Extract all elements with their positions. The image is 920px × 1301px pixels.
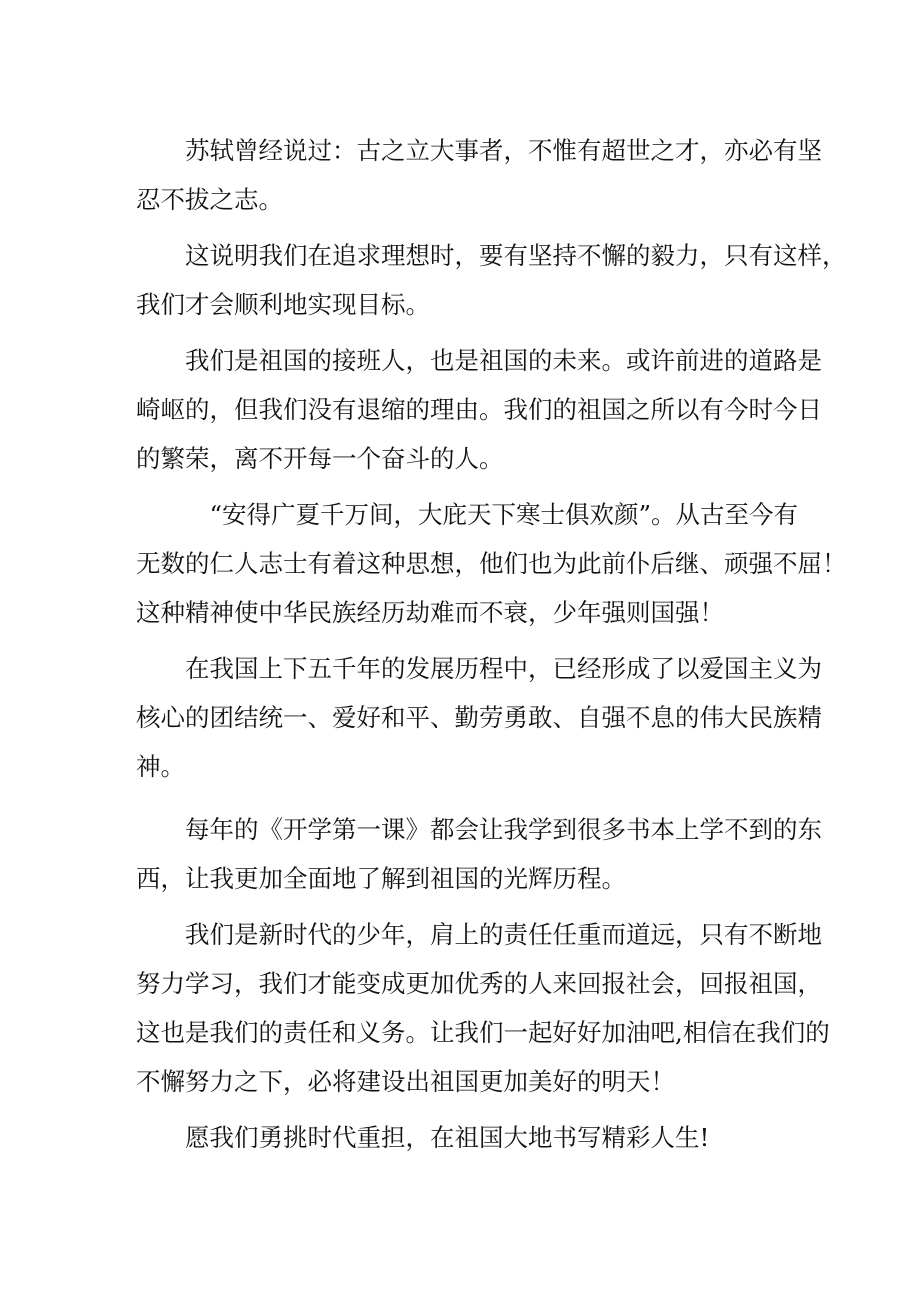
text-line: 愿我们勇挑时代重担，在祖国大地书写精彩人生!: [136, 1123, 710, 1152]
document-body: [136, 126, 847, 1162]
text-line: 的繁荣，离不开每一个奋斗的人。: [136, 444, 504, 473]
text-line: 神。: [136, 752, 185, 781]
paragraph: [136, 231, 847, 329]
paragraph: [136, 805, 822, 903]
paragraph: [136, 644, 822, 791]
text-line: 每年的《开学第一课》都会让我学到很多书本上学不到的东: [136, 815, 822, 844]
text-line: 不懈努力之下，必将建设出祖国更加美好的明天！: [136, 1067, 675, 1096]
text-line: 忍不拔之志。: [136, 185, 283, 214]
paragraph: [136, 336, 822, 483]
text-line: 在我国上下五千年的发展历程中，已经形成了以爱国主义为: [136, 654, 822, 683]
text-line: 这也是我们的责任和义务。让我们一起好好加油吧,相信在我们的: [136, 1018, 830, 1047]
paragraph: [136, 1113, 808, 1162]
text-line: 这说明我们在追求理想时，要有坚持不懈的毅力，只有这样，: [136, 241, 847, 270]
paragraph: [136, 490, 847, 637]
text-line: 我们是祖国的接班人，也是祖国的未来。或许前进的道路是: [136, 346, 822, 375]
text-line: 苏轼曾经说过：古之立大事者，不惟有超世之才，亦必有坚: [136, 136, 822, 165]
text-line: 这种精神使中华民族经历劫难而不衰，少年强则国强！: [136, 598, 724, 627]
text-line: 努力学习，我们才能变成更加优秀的人来回报社会，回报祖国，: [136, 969, 822, 998]
text-line: 核心的团结统一、爱好和平、勤劳勇敢、自强不息的伟大民族精: [136, 703, 822, 732]
paragraph: [136, 126, 822, 224]
text-line: 崎岖的，但我们没有退缩的理由。我们的祖国之所以有今时今日: [136, 395, 822, 424]
text-line: 西，让我更加全面地了解到祖国的光辉历程。: [136, 864, 626, 893]
text-line: 无数的仁人志士有着这种思想，他们也为此前仆后继、顽强不屈！: [136, 549, 847, 578]
text-line: 我们是新时代的少年，肩上的责任任重而道远，只有不断地: [136, 920, 822, 949]
text-line: “安得广夏千万间，大庇天下寒士俱欢颜”。从古至今有: [136, 500, 799, 529]
paragraph: [136, 910, 830, 1106]
text-line: 我们才会顺利地实现目标。: [136, 290, 430, 319]
